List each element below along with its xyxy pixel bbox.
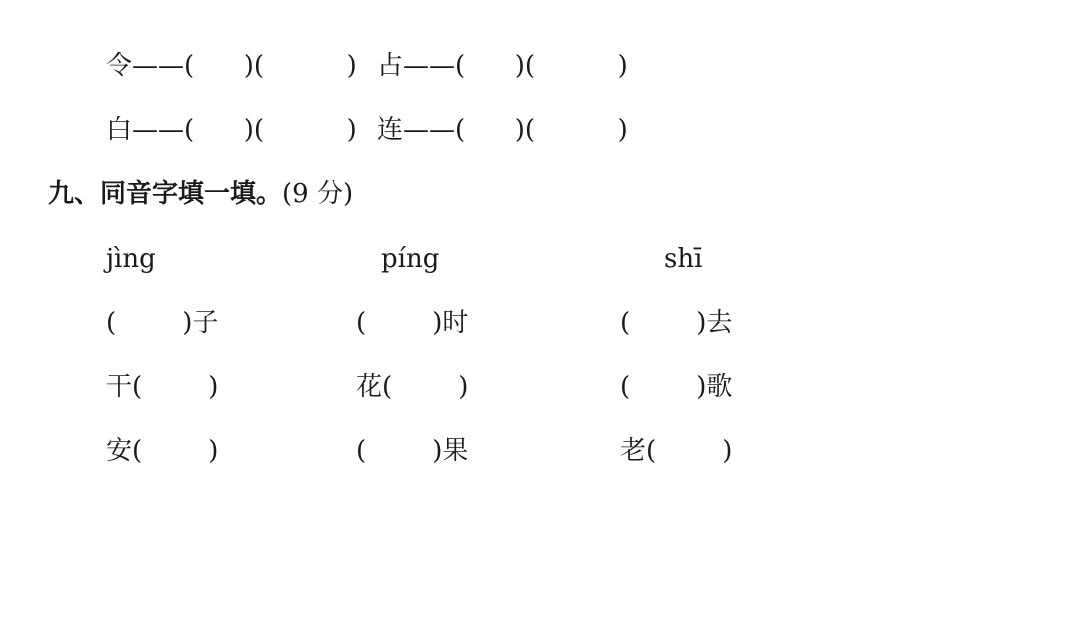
word-blank-ling: 令——( )( ) [106, 51, 357, 81]
section-score: (9 分) [282, 179, 354, 209]
blank-jing-3: 安( ) [106, 436, 219, 466]
blank-shi-1: ( )去 [620, 308, 733, 338]
blank-ping-1: ( )时 [356, 308, 469, 338]
pinyin-shi: shī [664, 244, 703, 274]
blank-shi-3: 老( ) [620, 436, 733, 466]
word-blank-lian: 连——( )( ) [377, 115, 628, 145]
pinyin-jing: jìng [106, 244, 156, 274]
word-blank-zhan: 占——( )( ) [377, 51, 628, 81]
blank-ping-3: ( )果 [356, 436, 469, 466]
section-heading [48, 178, 353, 210]
word-blank-bai: 白——( )( ) [106, 115, 357, 145]
blank-ping-2: 花( ) [356, 372, 469, 402]
section-title: 九、同音字填一填。 [48, 179, 283, 209]
blank-jing-2: 干( ) [106, 372, 219, 402]
pinyin-ping: píng [381, 244, 440, 274]
blank-shi-2: ( )歌 [620, 372, 733, 402]
blank-jing-1: ( )子 [106, 308, 219, 338]
